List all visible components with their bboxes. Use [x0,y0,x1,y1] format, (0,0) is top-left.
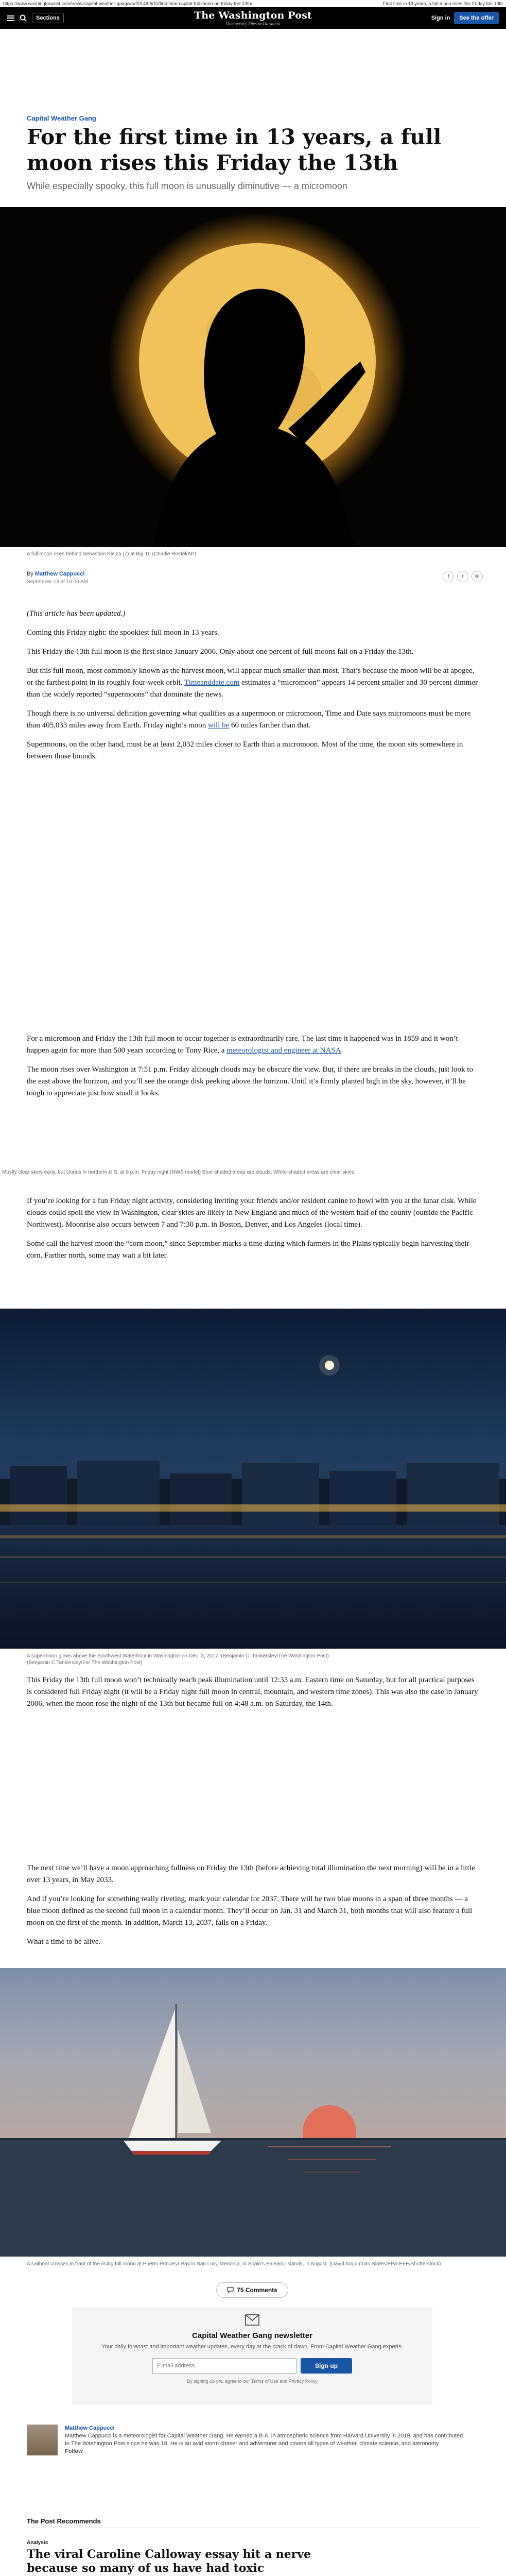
sign-in-link[interactable]: Sign in [431,15,450,21]
sailboat-caption: A sailboat crosses in front of the rising full moon at Puerto Princesa Bay in San Luis, Menorca, in Spain’s Balearic Islands, in August. (David Arquimbau Sintes/EPA-EFE/Shutterstock) [27,2261,441,2267]
byline [27,571,88,585]
newsletter-description: Your daily forecast and important weather updates, every day at the crack of dawn. From Capital Weather Gang experts. [101,2344,403,2350]
subheadline: While especially spooky, this full moon is unusually diminutive — a micromoon [27,181,347,191]
paragraph: This Friday the 13th full moon is the first since January 2006. Only about one percent of full moons fall on a Friday the 13th. [27,648,414,656]
site-logo[interactable] [162,10,344,26]
follow-button[interactable]: Follow [65,2448,83,2454]
tab-title: First time in 13 years, a full moon rises this Friday the 13th [382,1,503,6]
logo-tagline: Democracy Dies in Darkness [225,21,281,26]
author-bio-name[interactable]: Matthew Cappucci [65,2425,115,2431]
article-body-part-4 [27,1674,480,1717]
paragraph: The moon rises over Washington at 7:51 p.m. Friday although clouds may be obscure the view. But, if there are breaks in the clouds, just look to the east above the horizon, and you’ll see the orange disk peeking above the horizon. Until it’s firmly planted high in the sky, however, it’ll be tough to appreciate just how small it looks. [27,1065,473,1097]
sections-button[interactable]: Sections [32,13,64,23]
author-bio [27,2425,480,2455]
sailboat-photo [0,1968,506,2257]
section-kicker[interactable]: Capital Weather Gang [27,114,96,122]
paragraph: Though there is no universal definition governing what qualifies as a supermoon or micromoon, Time and Date says micromoons must be more than 405,033 miles away from Earth. Friday night’s moon will be 60 miles farther than that. [27,709,471,730]
paragraph: For a micromoon and Friday the 13th full moon to occur together is extraordinarily rare. The last time it happened was in 1859 and it won’t happen again for more than 500 years according to Tony Rice, a meteorologist and engineer at NASA. [27,1035,458,1055]
article-body-part-1 [27,608,480,770]
twitter-share-icon[interactable]: t [457,571,468,582]
facebook-share-icon[interactable]: f [443,571,454,582]
menu-icon[interactable] [7,15,14,21]
browser-url-bar [0,0,506,7]
article-body-part-2 [27,1033,480,1107]
article-body-part-5 [27,1862,480,1955]
headline: For the first time in 13 years, a full moon rises this Friday the 13th [27,125,442,175]
paragraph: And if you’re looking for something really riveting, mark your calendar for 2037. There will be two blue moons in a span of three months — a blue moon defined as the second full moon in a calendar month. They’ll occur on Jan. 31 and March 31, both months that will also feature a full moon on the first of the month. In addition, March 13, 2037, falls on a Friday. [27,1895,473,1927]
email-share-icon[interactable]: ✉ [472,571,483,582]
top-navigation [0,7,506,29]
article [0,114,506,192]
author-photo[interactable] [27,2425,58,2455]
nasa-link[interactable]: meteorologist and engineer at NASA [226,1046,341,1055]
author-link[interactable]: Matthew Cappucci [34,571,85,577]
newsletter-terms: By signing up you agree to our Terms of Use and Privacy Policy [187,2379,318,2384]
will-be-link[interactable]: will be [208,721,230,730]
search-icon[interactable] [20,14,27,22]
recommendations-title: The Post Recommends [27,2517,101,2525]
see-offer-button[interactable]: See the offer [454,12,499,24]
paragraph: Coming this Friday night: the spookiest full moon in 13 years. [27,629,219,637]
timeanddate-link[interactable]: Timeanddate.com [184,679,240,687]
update-note: (This article has been updated.) [27,609,126,618]
article-body-part-3 [27,1195,480,1269]
recommended-item[interactable]: Analysis The viral Caroline Calloway essay hit a nerve because so many of us have had toxic [27,2540,311,2575]
url-text: https://www.washingtonpost.com/news/capital-weather-gang/wp/2014/06/11/first-time-capital-full-moon-on-friday-the-13th/ [3,1,253,6]
newsletter-signup-button[interactable]: Sign up [301,2358,352,2374]
paragraph: The next time we’ll have a moon approaching fullness on Friday the 13th (before achieving total illumination the next morning) will be in a little over 13 years, in May 2033. [27,1864,475,1884]
paragraph: Some call the harvest moon the “corn moon,” since September marks a time during which farmers in the Plains typically begin harvesting their corn. Farther north, some may wait a bit later. [27,1240,469,1260]
hero-caption: A full moon rises behind Sebastian Kleiza (7) at Big 10 (Charlie Riedel/AP) [27,551,197,557]
newsletter-email-input[interactable] [152,2358,296,2374]
waterfront-photo [0,1309,506,1649]
author-bio-text: Matthew Cappucci is a meteorologist for Capital Weather Gang. He earned a B.A. in atmospheric science from Harvard University in 2019, and has contributed to The Washington Post since he was 18. He is an avid storm chaser and adventurer and covers all types of weather, climate science, and astronomy. [65,2433,463,2447]
newsletter-signup [72,2307,432,2405]
publish-date: September 13 at 10:00 AM [27,579,88,585]
comments-count: 75 Comments [237,2286,277,2294]
logo-name: The Washington Post [194,10,312,21]
paragraph: This Friday the 13th full moon won’t technically reach peak illumination until 12:33 a.m. Eastern time on Saturday, but for all practical purposes is considered full Friday night (it will be a Friday night full moon in central, mountain, and western time zones). This was also the case in January 2006, when the moon rose the night of the 13th but became full on 4:48 a.m. on Saturday, the 14th. [27,1676,478,1708]
newsletter-title: Capital Weather Gang newsletter [192,2331,312,2340]
comments-button[interactable] [216,2282,288,2298]
comment-icon [227,2287,234,2293]
envelope-icon [245,2314,259,2326]
paragraph: But this full moon, most commonly known as the harvest moon, will appear much smaller than most. That’s because the moon will be at apogee, or the farthest point in its roughly four-week orbit. Timeanddate.com estimates a “micromoon” appears 14 percent smaller and 30 percent dimmer than the widely reported “supermoons” that dominate the news. [27,667,478,699]
paragraph: If you’re looking for a fun Friday night activity, considering inviting your friends and/or resident canine to howl with you at the lunar disk. While clouds could spoil the view in Washington, clear skies are likely in New England and much of the western half of the county (outside the Pacific Northwest). Moonrise also occurs between 7 and 7:30 p.m. in Boston, Denver, and Los Angeles (local time). [27,1197,477,1229]
paragraph: Supermoons, on the other hand, must be at least 2,032 miles closer to Earth than a micromoon. Most of the time, the moon sits somewhere in between those bounds. [27,740,463,760]
waterfront-caption: A supermoon glows above the Southwest Waterfront in Washington on Dec. 3, 2017. (Benjamin C. Tankersley/The Washington Post) (Benjamin C Tankersley/For The Washington Post) [27,1653,329,1666]
hero-image [0,207,506,547]
paragraph: What a time to be alive. [27,1938,101,1946]
inline-map-caption: Mostly clear skies early, but clouds in northern U.S. at 8 p.m. Friday night (NWS model) Blue-shaded areas are clouds; White-shaded areas are clear skies. [2,1170,356,1175]
byline-by: By [27,571,33,577]
